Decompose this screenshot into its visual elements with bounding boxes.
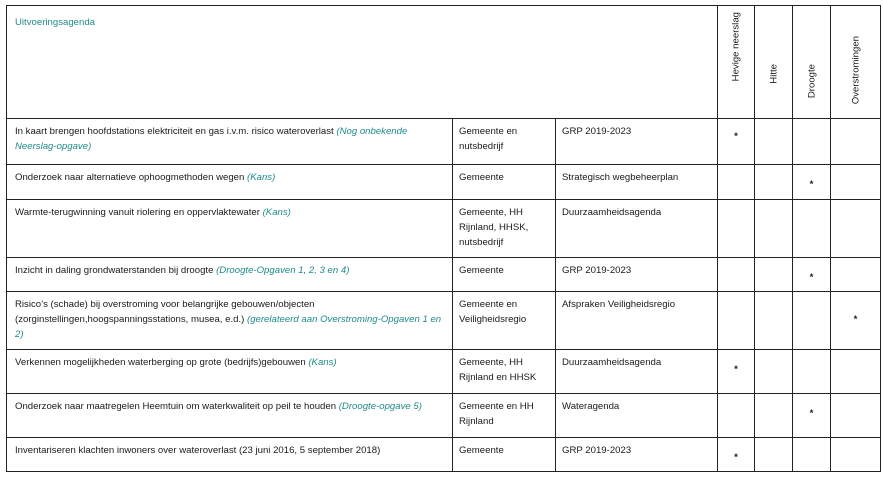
column-header-droogte: Droogte <box>793 6 831 119</box>
row-plan: Afspraken Veiligheidsregio <box>556 292 718 350</box>
table-row <box>7 350 881 394</box>
row-note: (Droogte-Opgaven 1, 2, 3 en 4) <box>216 265 350 276</box>
table-row <box>7 119 881 165</box>
row-description: Onderzoek naar maatregelen Heemtuin om waterkwaliteit op peil te houden (Droogte-opgave 5) <box>7 394 453 438</box>
row-plan: GRP 2019-2023 <box>556 258 718 292</box>
row-note: (Nog onbekende Neerslag-opgave) <box>15 126 408 152</box>
table-row <box>7 292 881 350</box>
mark-overstromingen <box>831 350 881 394</box>
table-row <box>7 394 881 438</box>
mark-hevige-neerslag <box>718 258 755 292</box>
mark-hitte <box>755 165 793 200</box>
mark-hevige-neerslag: * <box>718 438 755 472</box>
header-row <box>7 6 881 119</box>
row-responsible: Gemeente <box>453 438 556 472</box>
row-note: (Droogte-opgave 5) <box>338 401 422 412</box>
row-plan: Wateragenda <box>556 394 718 438</box>
mark-hitte <box>755 258 793 292</box>
mark-hitte <box>755 292 793 350</box>
mark-droogte <box>793 200 831 258</box>
row-plan: Duurzaamheidsagenda <box>556 350 718 394</box>
mark-hevige-neerslag <box>718 200 755 258</box>
mark-hevige-neerslag: * <box>718 350 755 394</box>
row-description: Inzicht in daling grondwaterstanden bij droogte (Droogte-Opgaven 1, 2, 3 en 4) <box>7 258 453 292</box>
row-description: Inventariseren klachten inwoners over wateroverlast (23 juni 2016, 5 september 2018) <box>7 438 453 472</box>
mark-droogte: * <box>793 394 831 438</box>
table-row <box>7 200 881 258</box>
row-responsible: Gemeente en nutsbedrijf <box>453 119 556 165</box>
row-plan: Strategisch wegbeheerplan <box>556 165 718 200</box>
mark-overstromingen <box>831 258 881 292</box>
row-plan: Duurzaamheidsagenda <box>556 200 718 258</box>
row-note: (gerelateerd aan Overstroming-Opgaven 1 en 2) <box>15 314 442 340</box>
mark-droogte: * <box>793 165 831 200</box>
row-responsible: Gemeente <box>453 165 556 200</box>
row-description: Risico’s (schade) bij overstroming voor belangrijke gebouwen/objecten (zorginstellingen,hoogspanningsstations, musea, e.d.) (gerelateerd aan Overstroming-Opgaven 1 en 2) <box>7 292 453 350</box>
column-header-hitte: Hitte <box>755 6 793 119</box>
row-note: (Kans) <box>308 357 337 368</box>
row-responsible: Gemeente en HH Rijnland <box>453 394 556 438</box>
row-responsible: Gemeente <box>453 258 556 292</box>
column-header-overstromingen: Overstromingen <box>831 6 881 119</box>
mark-droogte <box>793 292 831 350</box>
mark-hevige-neerslag <box>718 394 755 438</box>
mark-overstromingen <box>831 119 881 165</box>
row-responsible: Gemeente, HH Rijnland, HHSK, nutsbedrijf <box>453 200 556 258</box>
mark-hevige-neerslag: * <box>718 119 755 165</box>
row-plan: GRP 2019-2023 <box>556 119 718 165</box>
mark-hitte <box>755 394 793 438</box>
mark-droogte <box>793 438 831 472</box>
mark-overstromingen <box>831 200 881 258</box>
mark-overstromingen <box>831 438 881 472</box>
mark-overstromingen: * <box>831 292 881 350</box>
mark-hevige-neerslag <box>718 292 755 350</box>
mark-hevige-neerslag <box>718 165 755 200</box>
uitvoeringsagenda-table <box>6 5 881 472</box>
row-description: In kaart brengen hoofdstations elektriciteit en gas i.v.m. risico wateroverlast (Nog onbekende Neerslag-opgave) <box>7 119 453 165</box>
mark-overstromingen <box>831 165 881 200</box>
row-description: Onderzoek naar alternatieve ophoogmethoden wegen (Kans) <box>7 165 453 200</box>
mark-hitte <box>755 119 793 165</box>
mark-overstromingen <box>831 394 881 438</box>
row-responsible: Gemeente en Veiligheidsregio <box>453 292 556 350</box>
mark-hitte <box>755 350 793 394</box>
row-note: (Kans) <box>247 172 276 183</box>
column-header-hevige-neerslag: Hevige neerslag <box>718 6 755 119</box>
row-responsible: Gemeente, HH Rijnland en HHSK <box>453 350 556 394</box>
mark-hitte <box>755 438 793 472</box>
mark-droogte <box>793 119 831 165</box>
mark-hitte <box>755 200 793 258</box>
table-row <box>7 258 881 292</box>
table-title: Uitvoeringsagenda <box>7 6 718 119</box>
table-row <box>7 438 881 472</box>
row-description: Warmte-terugwinning vanuit riolering en oppervlaktewater (Kans) <box>7 200 453 258</box>
mark-droogte: * <box>793 258 831 292</box>
row-plan: GRP 2019-2023 <box>556 438 718 472</box>
row-note: (Kans) <box>262 207 291 218</box>
row-description: Verkennen mogelijkheden waterberging op grote (bedrijfs)gebouwen (Kans) <box>7 350 453 394</box>
mark-droogte <box>793 350 831 394</box>
table-row <box>7 165 881 200</box>
